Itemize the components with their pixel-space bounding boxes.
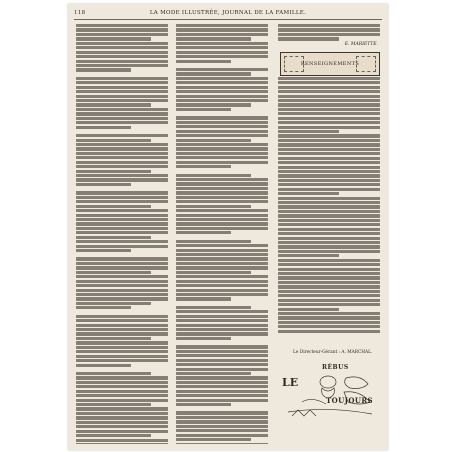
body-text-line: [278, 152, 380, 155]
body-text-line: [76, 245, 168, 248]
body-text-line: [76, 174, 168, 177]
body-text-line: [76, 231, 168, 234]
body-text-line: [76, 147, 168, 150]
body-text-line: [176, 95, 268, 98]
body-text-line: [76, 161, 168, 164]
body-text-line: [176, 125, 268, 128]
body-text-line: [76, 178, 168, 181]
body-text-line: [278, 316, 380, 319]
body-text-line: [278, 166, 380, 169]
body-text-line: [176, 289, 268, 292]
body-text-line: [76, 319, 168, 322]
body-text-line: [76, 284, 168, 287]
body-text-line: [76, 381, 168, 384]
body-text-line: [176, 345, 268, 348]
body-text-line: [176, 231, 231, 234]
body-text-line: [76, 68, 131, 71]
body-text-line: [176, 103, 251, 106]
body-text-line: [176, 399, 268, 402]
body-text-line: [76, 42, 168, 45]
body-text-line: [278, 117, 380, 120]
body-text-line: [176, 416, 268, 419]
body-text-line: [278, 228, 380, 231]
body-text-line: [76, 421, 168, 424]
body-text-line: [278, 130, 339, 133]
rebus-word-le: LE: [282, 376, 299, 389]
body-text-line: [278, 312, 380, 315]
body-text-line: [278, 237, 380, 240]
body-text-line: [278, 188, 380, 191]
body-text-line: [176, 147, 268, 150]
body-text-line: [176, 438, 251, 441]
body-text-line: [76, 372, 151, 375]
body-text-line: [76, 249, 131, 252]
body-text-line: [76, 214, 168, 217]
body-text-line: [76, 399, 168, 402]
body-text-line: [278, 139, 380, 142]
body-text-line: [176, 328, 268, 331]
body-text-line: [176, 420, 268, 423]
body-text-line: [176, 372, 251, 375]
body-text-line: [278, 210, 380, 213]
body-text-line: [176, 280, 268, 283]
body-text-line: [76, 165, 168, 168]
body-text-line: [278, 303, 380, 306]
body-text-line: [278, 272, 380, 275]
body-text-line: [278, 290, 380, 293]
body-text-line: [176, 152, 268, 155]
body-text-line: [76, 81, 168, 84]
body-text-line: [76, 280, 168, 283]
body-text-line: [76, 412, 168, 415]
body-text-line: [278, 143, 380, 146]
body-text-line: [176, 266, 268, 269]
body-text-line: [76, 275, 168, 278]
body-text-line: [76, 24, 168, 27]
body-text-line: [76, 227, 168, 230]
body-text-line: [176, 46, 268, 49]
body-text-line: [76, 86, 168, 89]
body-text-line: [278, 148, 380, 151]
body-text-line: [176, 24, 268, 27]
body-text-line: [278, 126, 380, 129]
body-text-line: [176, 394, 268, 397]
body-text-line: [176, 434, 268, 437]
body-text-line: [76, 117, 168, 120]
body-text-line: [278, 214, 380, 217]
body-text-line: [278, 183, 380, 186]
ornament-frame: [280, 52, 380, 76]
body-text-line: [76, 364, 131, 367]
body-text-line: [76, 257, 168, 260]
body-text-line: [176, 381, 268, 384]
body-text-line: [76, 355, 168, 358]
body-text-line: [176, 161, 268, 164]
body-text-line: [76, 28, 168, 31]
body-text-line: [278, 268, 380, 271]
body-text-line: [76, 315, 168, 318]
body-text-line: [176, 350, 268, 353]
body-text-line: [76, 328, 168, 331]
body-text-line: [76, 209, 168, 212]
body-text-line: [176, 257, 268, 260]
body-text-line: [76, 196, 168, 199]
body-text-line: [176, 187, 268, 190]
body-text-line: [278, 285, 380, 288]
body-text-line: [176, 174, 251, 177]
body-text-line: [76, 346, 168, 349]
body-text-line: [278, 161, 380, 164]
column-1: [76, 24, 168, 444]
body-text-line: [278, 28, 380, 31]
body-text-line: [278, 276, 380, 279]
body-text-line: [176, 108, 231, 111]
body-text-line: [176, 253, 268, 256]
body-text-line: [76, 218, 168, 221]
body-text-line: [76, 271, 151, 274]
rebus-title: RÉBUS: [322, 364, 349, 371]
body-text-line: [278, 263, 380, 266]
body-text-line: [176, 324, 268, 327]
body-text-line: [278, 201, 380, 204]
body-text-line: [176, 81, 268, 84]
body-text-line: [176, 284, 268, 287]
body-text-line: [278, 245, 380, 248]
author-signoff: E. MARIETTE.: [344, 41, 378, 47]
body-text-line: [176, 165, 231, 168]
body-text-line: [76, 266, 168, 269]
body-text-line: [176, 443, 268, 445]
body-text-line: [176, 403, 231, 406]
body-text-line: [176, 209, 268, 212]
body-text-line: [176, 297, 231, 300]
body-text-line: [176, 337, 231, 340]
body-text-line: [278, 325, 380, 328]
body-text-line: [278, 241, 380, 244]
body-text-line: [76, 143, 168, 146]
body-text-line: [76, 108, 168, 111]
body-text-line: [76, 55, 168, 58]
body-text-line: [176, 218, 268, 221]
body-text-line: [176, 116, 268, 119]
body-text-line: [176, 51, 268, 54]
body-text-line: [176, 178, 268, 181]
body-text-line: [278, 308, 339, 311]
body-text-line: [76, 205, 151, 208]
body-text-line: [76, 293, 168, 296]
body-text-line: [76, 434, 151, 437]
body-text-line: [278, 179, 380, 182]
body-text-line: [76, 337, 151, 340]
body-text-line: [76, 183, 131, 186]
body-text-line: [278, 219, 380, 222]
body-text-line: [176, 77, 268, 80]
body-text-line: [76, 394, 168, 397]
body-text-line: [278, 37, 339, 40]
body-text-line: [278, 197, 380, 200]
body-text-line: [176, 182, 268, 185]
body-text-line: [278, 259, 380, 262]
body-text-line: [76, 430, 168, 433]
body-text-line: [278, 170, 380, 173]
body-text-line: [176, 121, 268, 124]
body-text-line: [76, 170, 151, 173]
body-text-line: [176, 143, 268, 146]
body-text-line: [176, 37, 251, 40]
body-text-line: [278, 112, 380, 115]
body-text-line: [76, 240, 168, 243]
body-text-line: [176, 86, 268, 89]
body-text-line: [176, 306, 251, 309]
body-text-line: [176, 368, 268, 371]
body-text-line: [176, 33, 268, 36]
body-text-line: [176, 376, 268, 379]
body-text-line: [278, 86, 380, 89]
body-text-line: [176, 42, 268, 45]
body-text-line: [76, 350, 168, 353]
body-text-line: [76, 236, 151, 239]
body-text-line: [176, 293, 268, 296]
body-text-line: [176, 139, 251, 142]
body-text-line: [278, 321, 380, 324]
section-heading: RENSEIGNEMENTS: [300, 61, 360, 67]
body-text-line: [76, 103, 151, 106]
body-text-line: [278, 108, 380, 111]
body-text-line: [176, 191, 268, 194]
body-text-line: [76, 390, 168, 393]
body-text-line: [176, 28, 268, 31]
body-text-line: [176, 271, 251, 274]
body-text-line: [176, 411, 268, 414]
body-text-line: [176, 156, 268, 159]
body-text-line: [278, 223, 380, 226]
body-text-line: [176, 429, 268, 432]
header-rule: [74, 19, 382, 20]
paragraph-gap: [176, 170, 268, 174]
body-text-line: [176, 240, 251, 243]
body-text-line: [176, 90, 268, 93]
body-text-line: [278, 77, 380, 80]
body-text-line: [176, 68, 268, 71]
body-text-line: [176, 134, 268, 137]
body-text-line: [76, 77, 168, 80]
body-text-line: [76, 306, 131, 309]
body-text-line: [76, 139, 151, 142]
body-text-line: [176, 363, 268, 366]
body-text-line: [278, 95, 380, 98]
body-text-line: [278, 33, 380, 36]
rebus-illustration: [282, 364, 380, 428]
body-text-line: [278, 330, 380, 333]
body-text-line: [176, 275, 268, 278]
body-text-line: [176, 390, 268, 393]
body-text-line: [76, 416, 168, 419]
body-text-line: [278, 90, 380, 93]
body-text-line: [76, 126, 131, 129]
body-text-line: [176, 315, 268, 318]
body-text-line: [176, 244, 268, 247]
body-text-line: [76, 90, 168, 93]
body-text-line: [176, 354, 268, 357]
body-text-line: [76, 385, 168, 388]
body-text-line: [176, 425, 268, 428]
body-text-line: [76, 37, 151, 40]
body-text-line: [76, 222, 168, 225]
page-number: 118: [74, 10, 86, 16]
body-text-line: [278, 294, 380, 297]
body-text-line: [176, 60, 231, 63]
body-text-line: [76, 51, 168, 54]
journal-title: LA MODE ILLUSTRÉE, JOURNAL DE LA FAMILLE.: [149, 10, 307, 16]
body-text-line: [278, 281, 380, 284]
body-text-line: [76, 341, 168, 344]
body-text-line: [278, 254, 339, 257]
body-text-line: [278, 24, 380, 27]
body-text-line: [176, 249, 268, 252]
body-text-line: [176, 262, 268, 265]
body-text-line: [176, 205, 251, 208]
body-text-line: [176, 214, 268, 217]
body-text-line: [76, 376, 168, 379]
body-text-line: [176, 319, 268, 322]
body-text-line: [176, 130, 268, 133]
body-text-line: [278, 99, 380, 102]
body-text-line: [76, 302, 151, 305]
body-text-line: [278, 192, 339, 195]
body-text-line: [76, 200, 168, 203]
body-text-line: [76, 439, 168, 442]
body-text-line: [176, 332, 268, 335]
body-text-line: [278, 81, 380, 84]
body-text-line: [176, 222, 268, 225]
body-text-line: [176, 196, 268, 199]
body-text-line: [76, 443, 168, 444]
body-text-line: [76, 324, 168, 327]
body-text-line: [278, 157, 380, 160]
body-text-line: [278, 250, 380, 253]
body-text-line: [76, 403, 151, 406]
body-text-line: [176, 99, 268, 102]
body-text-line: [176, 385, 268, 388]
body-text-line: [76, 407, 168, 410]
body-text-line: [76, 156, 168, 159]
body-text-line: [76, 332, 168, 335]
newspaper-page: [68, 4, 388, 450]
body-text-line: [176, 227, 268, 230]
body-text-line: [76, 191, 168, 194]
body-text-line: [176, 359, 268, 362]
body-text-line: [278, 121, 380, 124]
body-text-line: [176, 200, 268, 203]
body-text-line: [76, 64, 168, 67]
body-text-line: [76, 112, 168, 115]
body-text-line: [76, 121, 168, 124]
body-text-line: [76, 262, 168, 265]
rebus-word-toujours: TOUJOURS: [326, 396, 373, 405]
body-text-line: [76, 425, 168, 428]
body-text-line: [76, 289, 168, 292]
body-text-line: [278, 205, 380, 208]
body-text-line: [76, 95, 168, 98]
body-text-line: [76, 99, 168, 102]
body-text-line: [278, 174, 380, 177]
body-text-line: [278, 134, 380, 137]
body-text-line: [176, 72, 251, 75]
body-text-line: [76, 60, 168, 63]
body-text-line: [76, 46, 168, 49]
body-text-line: [76, 134, 168, 137]
body-text-line: [278, 103, 380, 106]
body-text-line: [176, 310, 268, 313]
column-2: [176, 24, 268, 444]
body-text-line: [278, 299, 380, 302]
body-text-line: [76, 33, 168, 36]
body-text-line: [76, 152, 168, 155]
body-text-line: [176, 55, 268, 58]
editor-signature: Le Directeur-Gérant : A. MARCHAL.: [293, 350, 373, 355]
body-text-line: [278, 232, 380, 235]
body-text-line: [76, 297, 168, 300]
body-text-line: [76, 359, 168, 362]
